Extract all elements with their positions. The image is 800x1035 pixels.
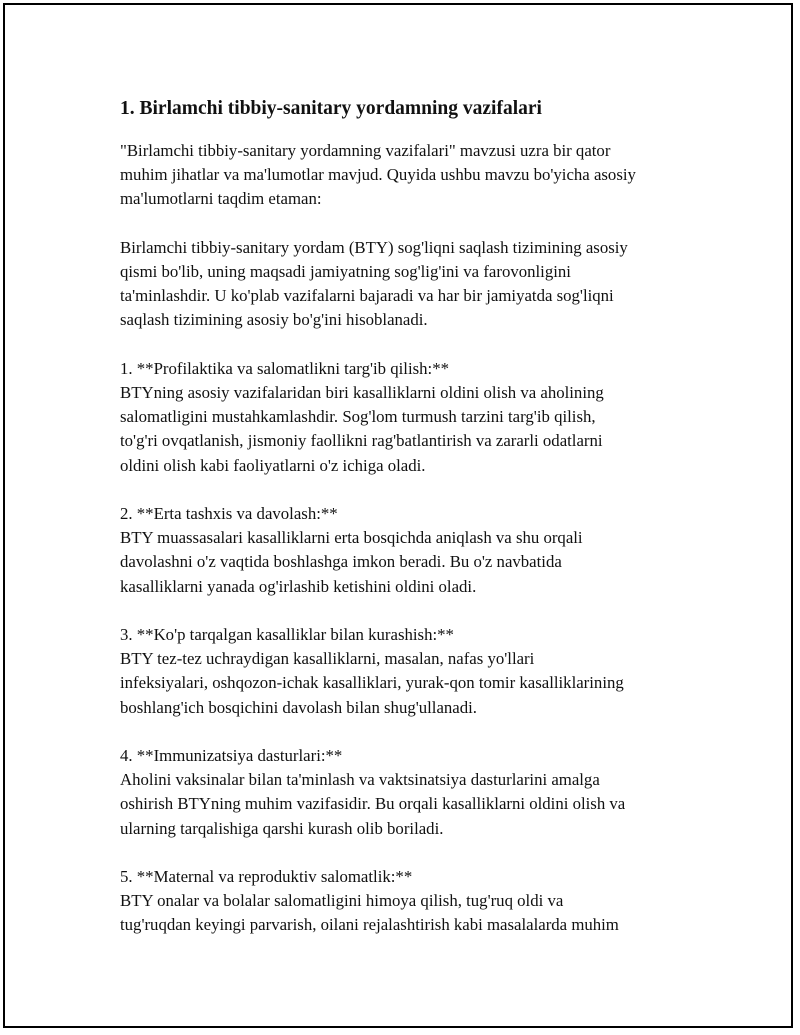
paragraph-gap: [120, 478, 720, 502]
document-content: [120, 96, 720, 938]
paragraph-gap: [120, 599, 720, 623]
paragraph-gap: [120, 841, 720, 865]
paragraph-gap: [120, 333, 720, 357]
item-2-heading: 2. **Erta tashxis va davolash:**: [120, 504, 338, 523]
item-3-heading: 3. **Ko'p tarqalgan kasalliklar bilan kurashish:**: [120, 625, 454, 644]
item-2-body: BTY muassasalari kasalliklarni erta bosqichda aniqlash va shu orqali davolashni o'z vaqtida boshlashga imkon beradi. Bu o'z navbatida kasalliklarni yanada og'irlashib ketishini oldini oladi.: [120, 528, 583, 596]
paragraph-gap: [120, 212, 720, 236]
item-4-heading: 4. **Immunizatsiya dasturlari:**: [120, 746, 343, 765]
item-1-body: BTYning asosiy vazifalaridan biri kasalliklarni oldini olish va aholining salomatligini mustahkamlashdir. Sog'lom turmush tarzini targ'ib qilish, to'g'ri ovqatlanish, jismoniy faollikni rag'batlantirish va zararli odatlarni oldini olish kabi faoliyatlarni o'z ichiga oladi.: [120, 383, 604, 475]
intro-paragraph: "Birlamchi tibbiy-sanitary yordamning vazifalari" mavzusi uzra bir qator muhim jihatlar va ma'lumotlar mavjud. Quyida ushbu mavzu bo'yicha asosiy ma'lumotlarni taqdim etaman:: [120, 141, 636, 209]
item-1-heading: 1. **Profilaktika va salomatlikni targ'ib qilish:**: [120, 358, 449, 378]
overview-paragraph: Birlamchi tibbiy-sanitary yordam (BTY) sog'liqni saqlash tizimining asosiy qismi bo'lib, uning maqsadi jamiyatning sog'lig'ini va farovonligini ta'minlashdir. U ko'plab vazifalarni bajaradi va har bir jamiyatda sog'liqni saqlash tizimining asosiy bo'g'ini hisoblanadi.: [120, 237, 628, 330]
item-5-heading: 5. **Maternal va reproduktiv salomatlik:**: [120, 867, 413, 886]
document-page: [3, 3, 793, 1028]
item-4-body: Aholini vaksinalar bilan ta'minlash va vaktsinatsiya dasturlarini amalga oshirish BTYning muhim vazifasidir. Bu orqali kasalliklarni oldini olish va ularning tarqalishiga qarshi kurash olib boriladi.: [120, 770, 626, 838]
item-3-body: BTY tez-tez uchraydigan kasalliklarni, masalan, nafas yo'llari infeksiyalari, oshqozon-ichak kasalliklari, yurak-qon tomir kasalliklarining boshlang'ich bosqichini davolash bilan shug'ullanadi.: [120, 649, 624, 717]
paragraph-gap: [120, 720, 720, 744]
document-title: 1. Birlamchi tibbiy-sanitary yordamning vazifalari: [120, 98, 542, 119]
item-5-body: BTY onalar va bolalar salomatligini himoya qilish, tug'ruq oldi va tug'ruqdan keyingi parvarish, oilani rejalashtirish kabi masalalarda muhim: [120, 891, 619, 935]
